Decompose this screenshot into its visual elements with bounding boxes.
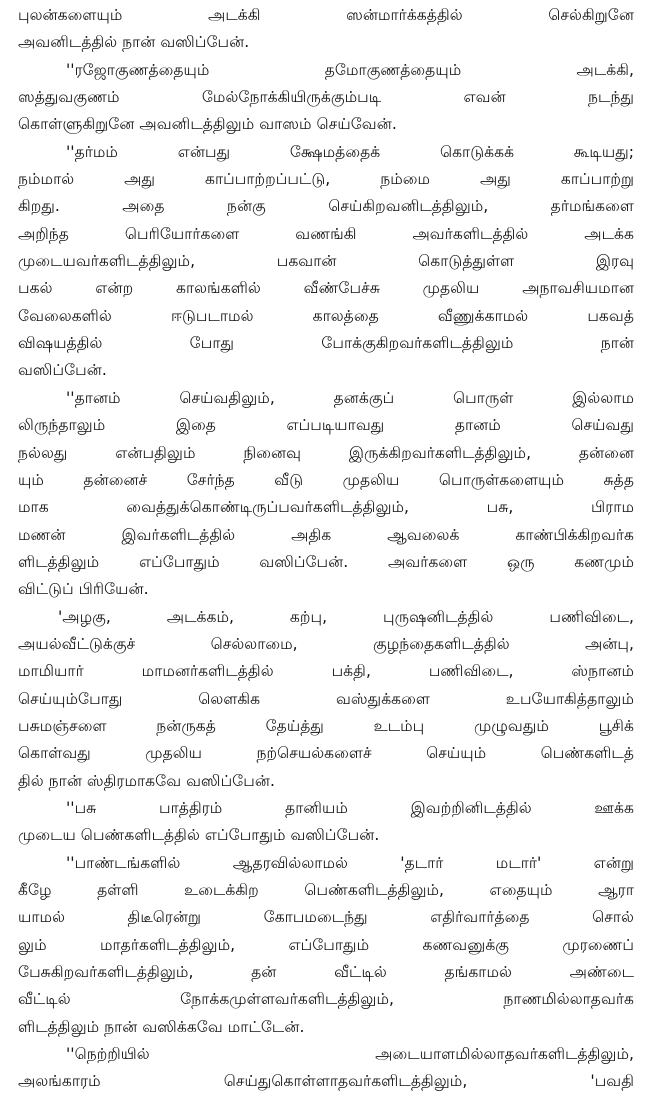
paragraph xyxy=(18,57,634,139)
text-line: வேலைகளில் ஈடுபடாமல் காலத்தை வீணுக்காமல் பகவத் xyxy=(18,306,634,325)
text-line: செய்யும்போது லௌகிக வஸ்துக்களை உபயோகித்தாலும் xyxy=(18,689,634,708)
paragraph xyxy=(18,604,634,795)
text-line: ளிடத்திலும் எப்போதும் வஸிப்பேன். அவர்களை ஒரு கணமும் xyxy=(18,552,634,571)
text-line: ''பசு பாத்திரம் தானியம் இவற்றினிடத்தில் ஊக்க xyxy=(66,798,634,817)
text-line: வஸிப்பேன். xyxy=(18,361,107,380)
text-line: ''தானம் செய்வதிலும், தனக்குப் பொருள் இல்லாம xyxy=(66,388,634,407)
paragraph xyxy=(18,1041,634,1096)
text-line: கொள்ளுகிறுனே அவனிடத்திலும் வாஸம் செய்வேன். xyxy=(18,115,397,134)
text-line: அவனிடத்தில் நான் வஸிப்பேன். xyxy=(18,33,250,52)
text-line: ''பாண்டங்களில் ஆதரவில்லாமல் 'தடார் மடார்' என்று xyxy=(66,853,634,872)
text-line: விஷயத்தில் போது போக்குகிறவர்களிடத்திலும் நான் xyxy=(18,334,634,353)
text-line: பசுமஞ்சளை நன்ருகத் தேய்த்து உடம்பு முழுவதும் பூசிக் xyxy=(18,716,634,735)
text-line: மாக வைத்துக்கொண்டிருப்பவர்களிடத்திலும், பசு, பிராம xyxy=(18,498,634,517)
text-line: மணன் இவர்களிடத்தில் அதிக ஆவலைக் காண்பிக்கிறவர்க xyxy=(18,525,634,544)
text-line: அயல்வீட்டுக்குச் செல்லாமை, குழந்தைகளிடத்தில் அன்பு, xyxy=(18,634,634,653)
text-line: நல்லது என்பதிலும் நினைவு இருக்கிறவர்களிடத்திலும், தன்னை xyxy=(18,443,634,462)
text-line: ஸத்துவகுணம் மேல்நோக்கியிருக்கும்படி எவன் நடந்து xyxy=(18,88,634,107)
text-line: கீழே தள்ளி உடைக்கிற பெண்களிடத்திலும், எதையும் ஆரா xyxy=(18,881,634,899)
text-line: ''நெற்றியில் அடையாளமில்லாதவர்களிடத்திலும், xyxy=(66,1045,634,1064)
text-line: நம்மால் அது காப்பாற்றப்பட்டு, நம்மை அது காப்பாற்று xyxy=(18,170,634,189)
text-line: பகல் என்ற காலங்களில் வீண்பேச்சு முதலிய அநாவசியமான xyxy=(18,279,634,298)
text-line: அலங்காரம் செய்துகொள்ளாதவர்களிடத்திலும், 'பவதி xyxy=(18,1072,634,1091)
paragraph xyxy=(18,2,634,57)
paragraph xyxy=(18,850,634,1041)
text-line: விட்டுப் பிரியேன். xyxy=(18,580,149,599)
text-line: ளிடத்திலும் நான் வஸிக்கவே மாட்டேன். xyxy=(18,1017,305,1036)
document-page xyxy=(18,2,634,1096)
text-line: கிறது. அதை நன்கு செய்கிறவனிடத்திலும், தர்மங்களை xyxy=(18,197,634,216)
paragraph xyxy=(18,795,634,850)
text-line: முடையவர்களிடத்திலும், பகவான் கொடுத்துள்ள இரவு xyxy=(18,252,634,271)
paragraph xyxy=(18,139,634,385)
text-line: அறிந்த பெரியோர்களை வணங்கி அவர்களிடத்தில் அடக்க xyxy=(18,224,634,243)
text-line: யாமல் திடீரென்று கோபமடைந்து எதிர்வார்த்தை சொல் xyxy=(18,908,634,927)
text-line: புலன்களையும் அடக்கி ஸன்மார்க்கத்தில் செல்கிறுனே xyxy=(18,6,634,24)
text-line: 'அழகு, அடக்கம், கற்பு, புருஷனிடத்தில் பணிவிடை, xyxy=(58,607,634,626)
text-line: ''ரஜோகுணத்தையும் தமோகுணத்தையும் அடக்கி, xyxy=(66,60,634,79)
text-line: லிருந்தாலும் இதை எப்படியாவது தானம் செய்வது xyxy=(18,416,634,435)
text-line: ''தர்மம் என்பது க்ஷேமத்தைக் கொடுக்கக் கூடியது; xyxy=(66,142,634,161)
text-line: லும் மாதர்களிடத்திலும், எப்போதும் கணவனுக்கு முரணைப் xyxy=(18,935,634,954)
text-line: தில் நான் ஸ்திரமாகவே வஸிப்பேன். xyxy=(18,771,275,790)
paragraph xyxy=(18,385,634,604)
text-line: கொள்வது முதலிய நற்செயல்களைச் செய்யும் பெண்களிடத் xyxy=(18,744,634,763)
text-line: பேசுகிறவர்களிடத்திலும், தன் வீட்டில் தங்காமல் அண்டை xyxy=(18,963,634,982)
text-line: மாமியார் மாமனர்களிடத்தில் பக்தி, பணிவிடை, ஸ்நானம் xyxy=(18,662,634,681)
text-line: முடைய பெண்களிடத்தில் எப்போதும் வஸிப்பேன். xyxy=(18,826,380,845)
text-line: யும் தன்னைச் சேர்ந்த வீடு முதலிய பொருள்களையும் சுத்த xyxy=(18,470,634,489)
text-line: வீட்டில் நோக்கமுள்ளவர்களிடத்திலும், நாணமில்லாதவர்க xyxy=(18,990,634,1009)
